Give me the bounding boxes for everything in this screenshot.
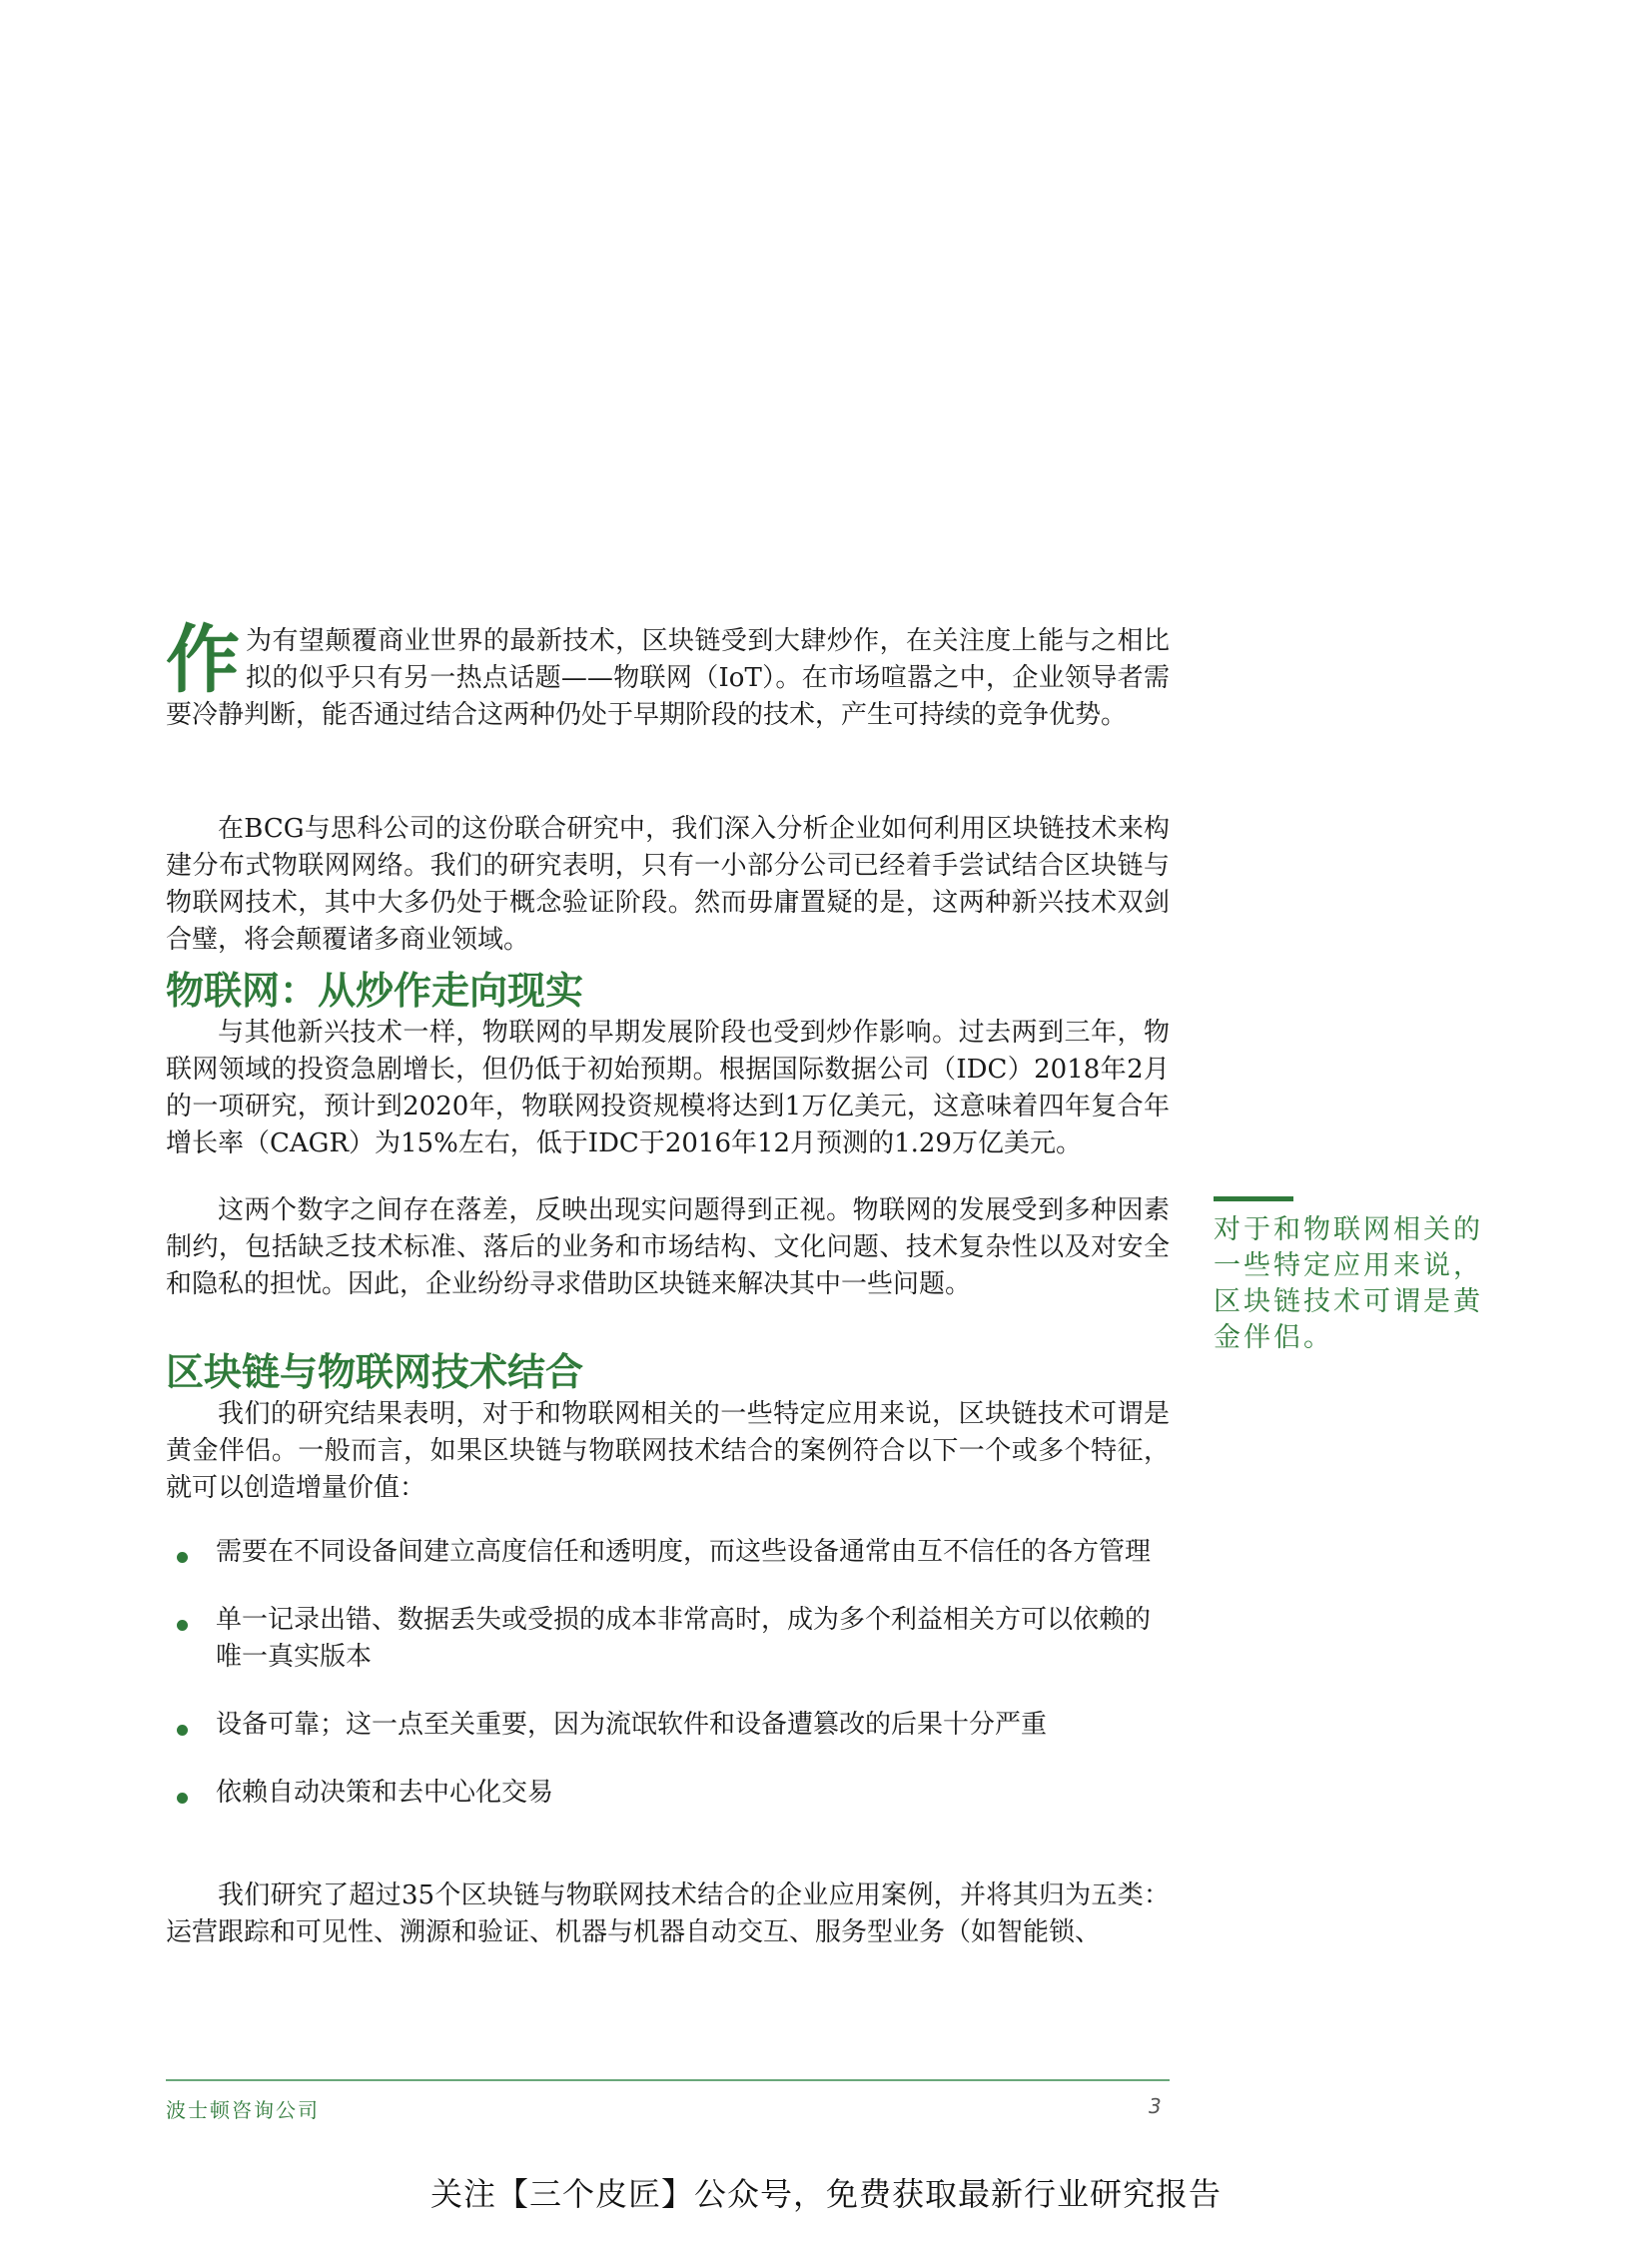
- intro-text: 为有望颠覆商业世界的最新技术，区块链受到大肆炒作，在关注度上能与之相比拟的似乎只有另一热点话题——物联网（IoT）。在市场喧嚣之中，企业领导者需要冷静判断，能否通过结合这两种仍处于早期阶段的技术，产生可持续的竞争优势。: [166, 626, 1170, 730]
- section-heading-iot: 物联网：从炒作走向现实: [166, 968, 584, 1013]
- bullet-dot-icon: [177, 1725, 188, 1736]
- bullet-list: [166, 1534, 1170, 1843]
- research-paragraph: [166, 811, 1170, 959]
- bullet-dot-icon: [177, 1552, 188, 1563]
- callout-quote: 对于和物联网相关的一些特定应用来说，区块链技术可谓是黄金伴侣。: [1214, 1214, 1483, 1353]
- callout-rule: [1214, 1196, 1293, 1201]
- drop-cap: 作: [166, 617, 240, 703]
- section1-text-2: 这两个数字之间存在落差，反映出现实问题得到正视。物联网的发展受到多种因素制约，包括缺乏技术标准、落后的业务和市场结构、文化问题、技术复杂性以及对安全和隐私的担忧。因此，企业纷纷寻求借助区块链来解决其中一些问题。: [166, 1195, 1170, 1299]
- list-item: 依赖自动决策和去中心化交易: [166, 1775, 1170, 1812]
- bullet-dot-icon: [177, 1620, 188, 1631]
- section2-text-1: 我们的研究结果表明，对于和物联网相关的一些特定应用来说，区块链技术可谓是黄金伴侣。一般而言，如果区块链与物联网技术结合的案例符合以下一个或多个特征，就可以创造增量价值：: [166, 1399, 1170, 1503]
- intro-paragraph: [166, 617, 1170, 734]
- section1-paragraph-2: [166, 1192, 1170, 1303]
- footer-company: 波士顿咨询公司: [166, 2098, 320, 2122]
- research-text: 在BCG与思科公司的这份联合研究中，我们深入分析企业如何利用区块链技术来构建分布式物联网网络。我们的研究表明，只有一小部分公司已经着手尝试结合区块链与物联网技术，其中大多仍处于概念验证阶段。然而毋庸置疑的是，这两种新兴技术双剑合璧，将会颠覆诸多商业领域。: [166, 814, 1170, 955]
- list-item: 设备可靠；这一点至关重要，因为流氓软件和设备遭篡改的后果十分严重: [166, 1707, 1170, 1744]
- section-heading-blockchain-iot: 区块链与物联网技术结合: [166, 1349, 584, 1394]
- section2-paragraph-1: [166, 1396, 1170, 1507]
- section1-text-1: 与其他新兴技术一样，物联网的早期发展阶段也受到炒作影响。过去两到三年，物联网领域的投资急剧增长，但仍低于初始预期。根据国际数据公司（IDC）2018年2月的一项研究，预计到2020年，物联网投资规模将达到1万亿美元，这意味着四年复合年增长率（CAGR）为15%左右，低于IDC于2016年12月预测的1.29万亿美元。: [166, 1018, 1170, 1158]
- page-number: 3: [1149, 2094, 1162, 2118]
- section2-paragraph-2: [166, 1877, 1170, 1951]
- footer-rule: [166, 2079, 1170, 2081]
- list-item: 单一记录出错、数据丢失或受损的成本非常高时，成为多个利益相关方可以依赖的唯一真实版本: [166, 1602, 1170, 1676]
- bullet-dot-icon: [177, 1793, 188, 1804]
- section1-paragraph-1: [166, 1015, 1170, 1162]
- section2-text-2: 我们研究了超过35个区块链与物联网技术结合的企业应用案例，并将其归为五类：运营跟踪和可见性、溯源和验证、机器与机器自动交互、服务型业务（如智能锁、: [166, 1880, 1170, 1947]
- list-item: 需要在不同设备间建立高度信任和透明度，而这些设备通常由互不信任的各方管理: [166, 1534, 1170, 1571]
- promo-banner: 关注【三个皮匠】公众号，免费获取最新行业研究报告: [429, 2175, 1222, 2213]
